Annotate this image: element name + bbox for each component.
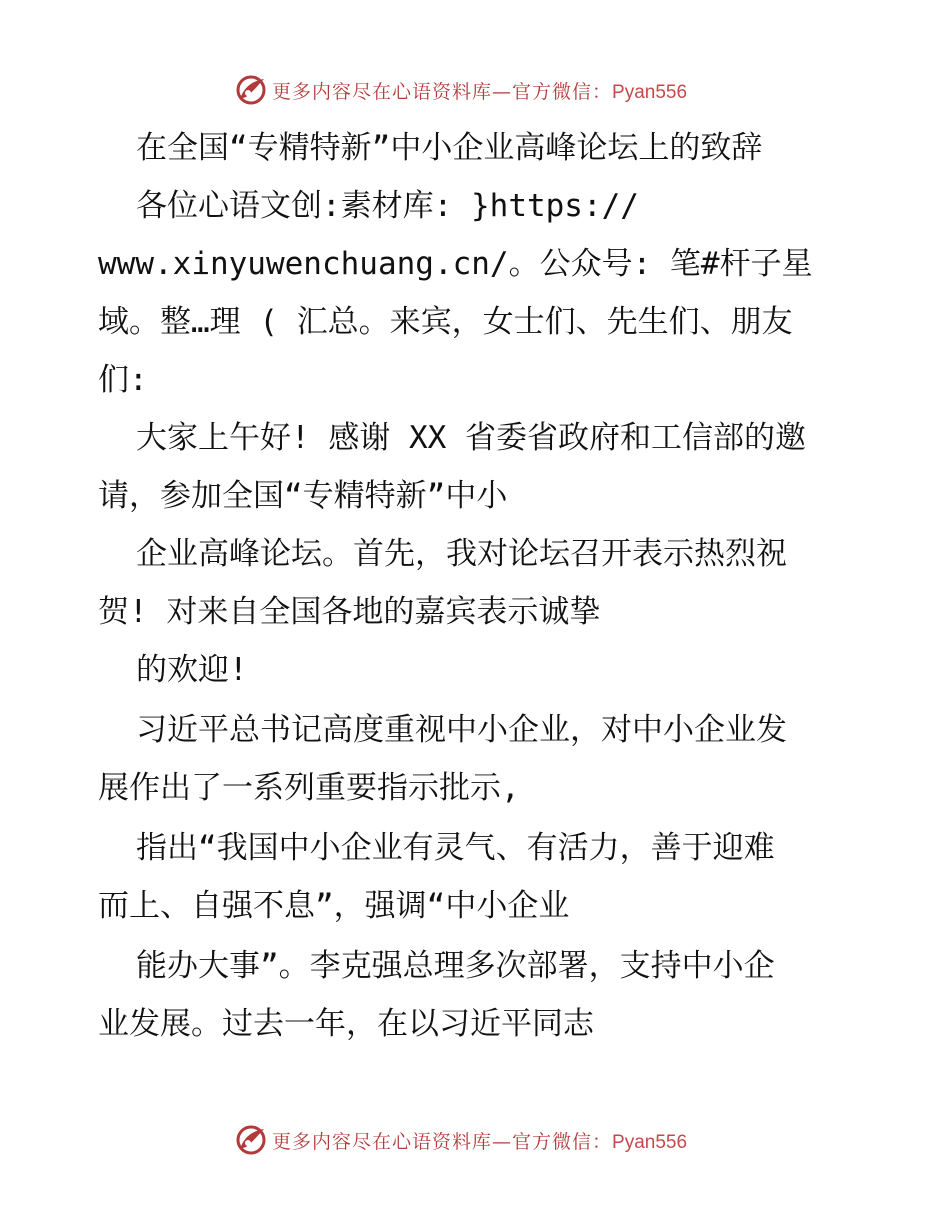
text-line: 各位心语文创:素材库: }https:// [136, 188, 639, 224]
text-line: 习近平总书记高度重视中小企业，对中小企业发 [136, 712, 787, 748]
text-line: 域。整…理 ( 汇总。来宾，女士们、先生们、朋友 [98, 304, 793, 340]
text-line: 能办大事”。李克强总理多次部署，支持中小企 [136, 948, 775, 984]
text-line: 展作出了一系列重要指示批示, [98, 770, 520, 806]
text-line: 请，参加全国“专精特新”中小 [98, 478, 508, 514]
text-line: www.xinyuwenchuang.cn/。公众号: 笔#杆子星 [98, 246, 813, 282]
header-wechat-id: Pyan556 [612, 81, 688, 103]
text-line: 贺! 对来自全国各地的嘉宾表示诚挚 [98, 594, 601, 630]
text-line: 们: [98, 362, 148, 398]
text-line: 而上、自强不息”，强调“中小企业 [98, 888, 570, 924]
footer-banner [0, 1120, 950, 1160]
text-line: 业发展。过去一年，在以习近平同志 [98, 1006, 594, 1042]
text-line: 企业高峰论坛。首先，我对论坛召开表示热烈祝 [136, 536, 787, 572]
text-line: 大家上午好! 感谢 XX 省委省政府和工信部的邀 [136, 420, 806, 456]
header-banner-text: 更多内容尽在心语资料库—官方微信： [272, 80, 613, 103]
pen-nib-logo-icon [234, 1123, 268, 1157]
document-title: 在全国“专精特新”中小企业高峰论坛上的致辞 [136, 130, 763, 166]
footer-wechat-id: Pyan556 [612, 1131, 688, 1153]
pen-nib-logo-icon [234, 73, 268, 107]
footer-banner-text: 更多内容尽在心语资料库—官方微信： [272, 1130, 613, 1153]
header-banner [0, 70, 950, 110]
text-line: 的欢迎! [136, 652, 248, 688]
text-line: 指出“我国中小企业有灵气、有活力，善于迎难 [136, 830, 775, 866]
